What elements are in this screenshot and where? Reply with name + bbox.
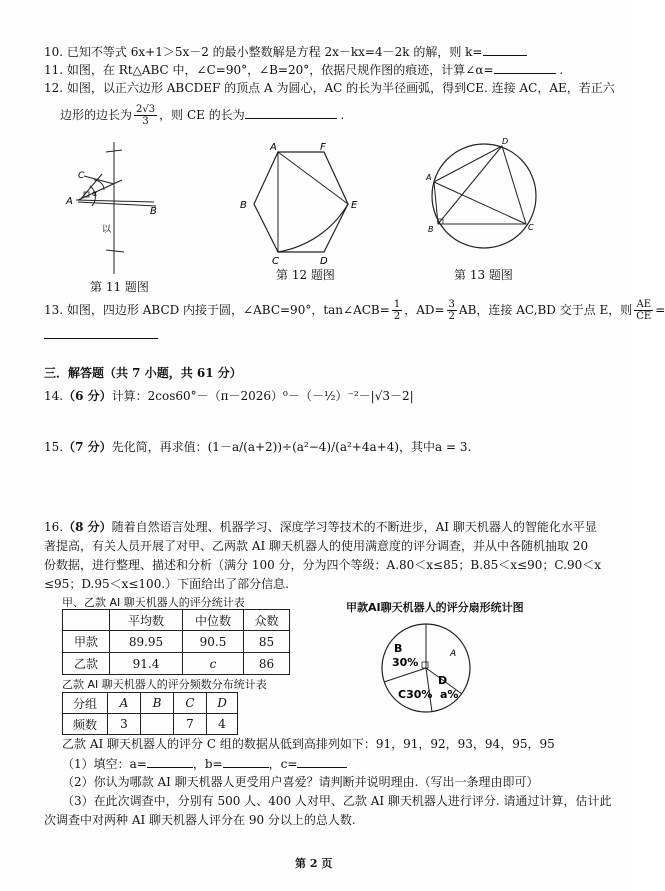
label-D: D — [320, 256, 328, 267]
answer-blank — [245, 107, 337, 119]
answer-blank-c — [297, 756, 347, 768]
figure-13-caption: 第 13 题图 — [454, 268, 513, 282]
table-cell: c — [183, 653, 244, 675]
stats-table — [62, 609, 290, 675]
pie-label-D: D — [438, 674, 448, 687]
table-cell: 甲款 — [63, 631, 110, 653]
frequency-table — [62, 692, 238, 735]
table-cell: 乙款 — [63, 653, 110, 675]
answer-blank — [44, 338, 158, 339]
table-cell: 91.4 — [110, 653, 183, 675]
table-header: 中位数 — [183, 610, 244, 631]
table-cell: 频数 — [63, 714, 108, 735]
sub-question-3-line1: （3）在此次调查中，分别有 500 人、400 人对甲、乙款 AI 聊天机器人进行评分. 请通过计算，估计此 — [62, 794, 612, 808]
table-header: B — [141, 693, 174, 714]
figure-11 — [62, 134, 172, 284]
pie-chart — [372, 618, 484, 718]
label-A: A — [270, 142, 277, 153]
answer-blank-b — [223, 756, 269, 768]
page-number: 第 2 页 — [295, 857, 333, 870]
pie-title: 甲款AI聊天机器人的评分扇形统计图 — [346, 601, 524, 614]
question-15: 15.（7 分）先化简，再求值：(1－a/(a+2))÷(a²−4)/(a²+4a+4)，其中a = 3. — [44, 440, 472, 454]
table-cell: 4 — [207, 714, 238, 735]
question-16-line1: 16.（8 分）随着自然语言处理、机器学习、深度学习等技术的不断进步，AI 聊天机器人的智能化水平显 — [44, 520, 597, 534]
label-A: A — [426, 173, 432, 182]
answer-blank — [494, 62, 556, 74]
label-B: B — [428, 225, 434, 234]
label-C: C — [78, 171, 85, 181]
figure-12-caption: 第 12 题图 — [276, 268, 335, 282]
table-cell: 90.5 — [183, 631, 244, 653]
question-12-line2: 边形的边长为 $\frac{2√3}{3}$ ，则 CE 的长为 . — [60, 104, 345, 127]
table1-title: 甲、乙款 AI 聊天机器人的评分统计表 — [62, 596, 245, 609]
question-11: 11. 如图，在 Rt△ABC 中，∠C=90°，∠B=20°，依据尺规作图的痕迹，计算∠α= . — [44, 63, 564, 77]
pie-label-A: A — [450, 649, 457, 659]
table-header — [63, 610, 110, 631]
label-alpha: α — [92, 189, 98, 198]
figure-13 — [418, 136, 548, 256]
table-cell: 86 — [244, 653, 290, 675]
label-D: D — [502, 137, 509, 146]
section-3-title: 三．解答题（共 7 小题，共 61 分） — [44, 366, 242, 380]
label-F: F — [320, 142, 326, 153]
table-header: A — [108, 693, 141, 714]
table-header: 平均数 — [110, 610, 183, 631]
table-cell: 85 — [244, 631, 290, 653]
table-header: C — [174, 693, 207, 714]
table2-title: 乙款 AI 聊天机器人的评分频数分布统计表 — [62, 678, 267, 691]
side-fraction: $\frac{2√3}{3}$ — [136, 104, 156, 127]
question-16-line3: 份数据，进行整理、描述和分析（满分 100 分，分为四个等级：A.80＜x≤85；B.85＜x≤90；C.90＜x — [44, 558, 601, 572]
table-cell: 89.95 — [110, 631, 183, 653]
answer-blank-a — [147, 756, 193, 768]
figure-12 — [228, 140, 358, 268]
pie-pct-D: a% — [440, 688, 459, 701]
label-B: B — [150, 206, 157, 217]
label-E: E — [351, 200, 358, 211]
label-A: A — [66, 196, 73, 207]
label-B: B — [240, 200, 247, 211]
label-C: C — [272, 256, 279, 267]
c-group-data: 乙款 AI 聊天机器人的评分 C 组的数据从低到高排列如下：91，91，92，93，94，95，95 — [62, 737, 555, 751]
table-header: 分组 — [63, 693, 108, 714]
construction-mark: 以 — [102, 225, 112, 235]
sub-question-3-line2: 次调查中对两种 AI 聊天机器人评分在 90 分以上的总人数. — [44, 813, 356, 827]
table-header: D — [207, 693, 238, 714]
question-12-line1: 12. 如图，以正六边形 ABCDEF 的顶点 A 为圆心，AC 的长为半径画弧，得到CE. 连接 AC，AE，若正六 — [44, 81, 615, 95]
pie-label-B: B — [394, 642, 403, 655]
pie-pct-B: 30% — [392, 656, 419, 669]
table-cell: 3 — [108, 714, 141, 735]
question-10: 10. 已知不等式 6x+1＞5x－2 的最小整数解是方程 2x－kx=4－2k 的解，则 k= — [44, 44, 527, 60]
question-16-line2: 著提高，有关人员开展了对甲、乙两款 AI 聊天机器人的使用满意度的评分调查，并从中各随机抽取 20 — [44, 539, 589, 553]
table-cell — [141, 714, 174, 735]
table-cell: 7 — [174, 714, 207, 735]
question-14: 14.（6 分）计算：2cos60°－（π－2026）⁰－（－½）⁻²－|√3－2| — [44, 389, 414, 403]
question-16-line4: ≤95；D.95＜x≤100.）下面给出了部分信息. — [44, 577, 289, 591]
figure-11-caption: 第 11 题图 — [90, 280, 149, 294]
answer-blank — [483, 44, 527, 56]
pie-label-C: C30% — [398, 688, 433, 701]
label-C: C — [528, 223, 534, 232]
question-13: 13. 如图，四边形 ABCD 内接于圆，∠ABC=90°，tan∠ACB= $\frac{1}{2}$ ，AD= $\frac{3}{2}$ AB，连接 AC,BD 交于点 E，则 $\frac{AE}{CE}$ = — [44, 299, 665, 322]
sub-question-1: （1）填空：a= ，b= ，c= — [62, 756, 347, 772]
table-header: 众数 — [244, 610, 290, 631]
sub-question-2: （2）你认为哪款 AI 聊天机器人更受用户喜爱？请判断并说明理由.（写出一条理由即可） — [62, 775, 539, 789]
